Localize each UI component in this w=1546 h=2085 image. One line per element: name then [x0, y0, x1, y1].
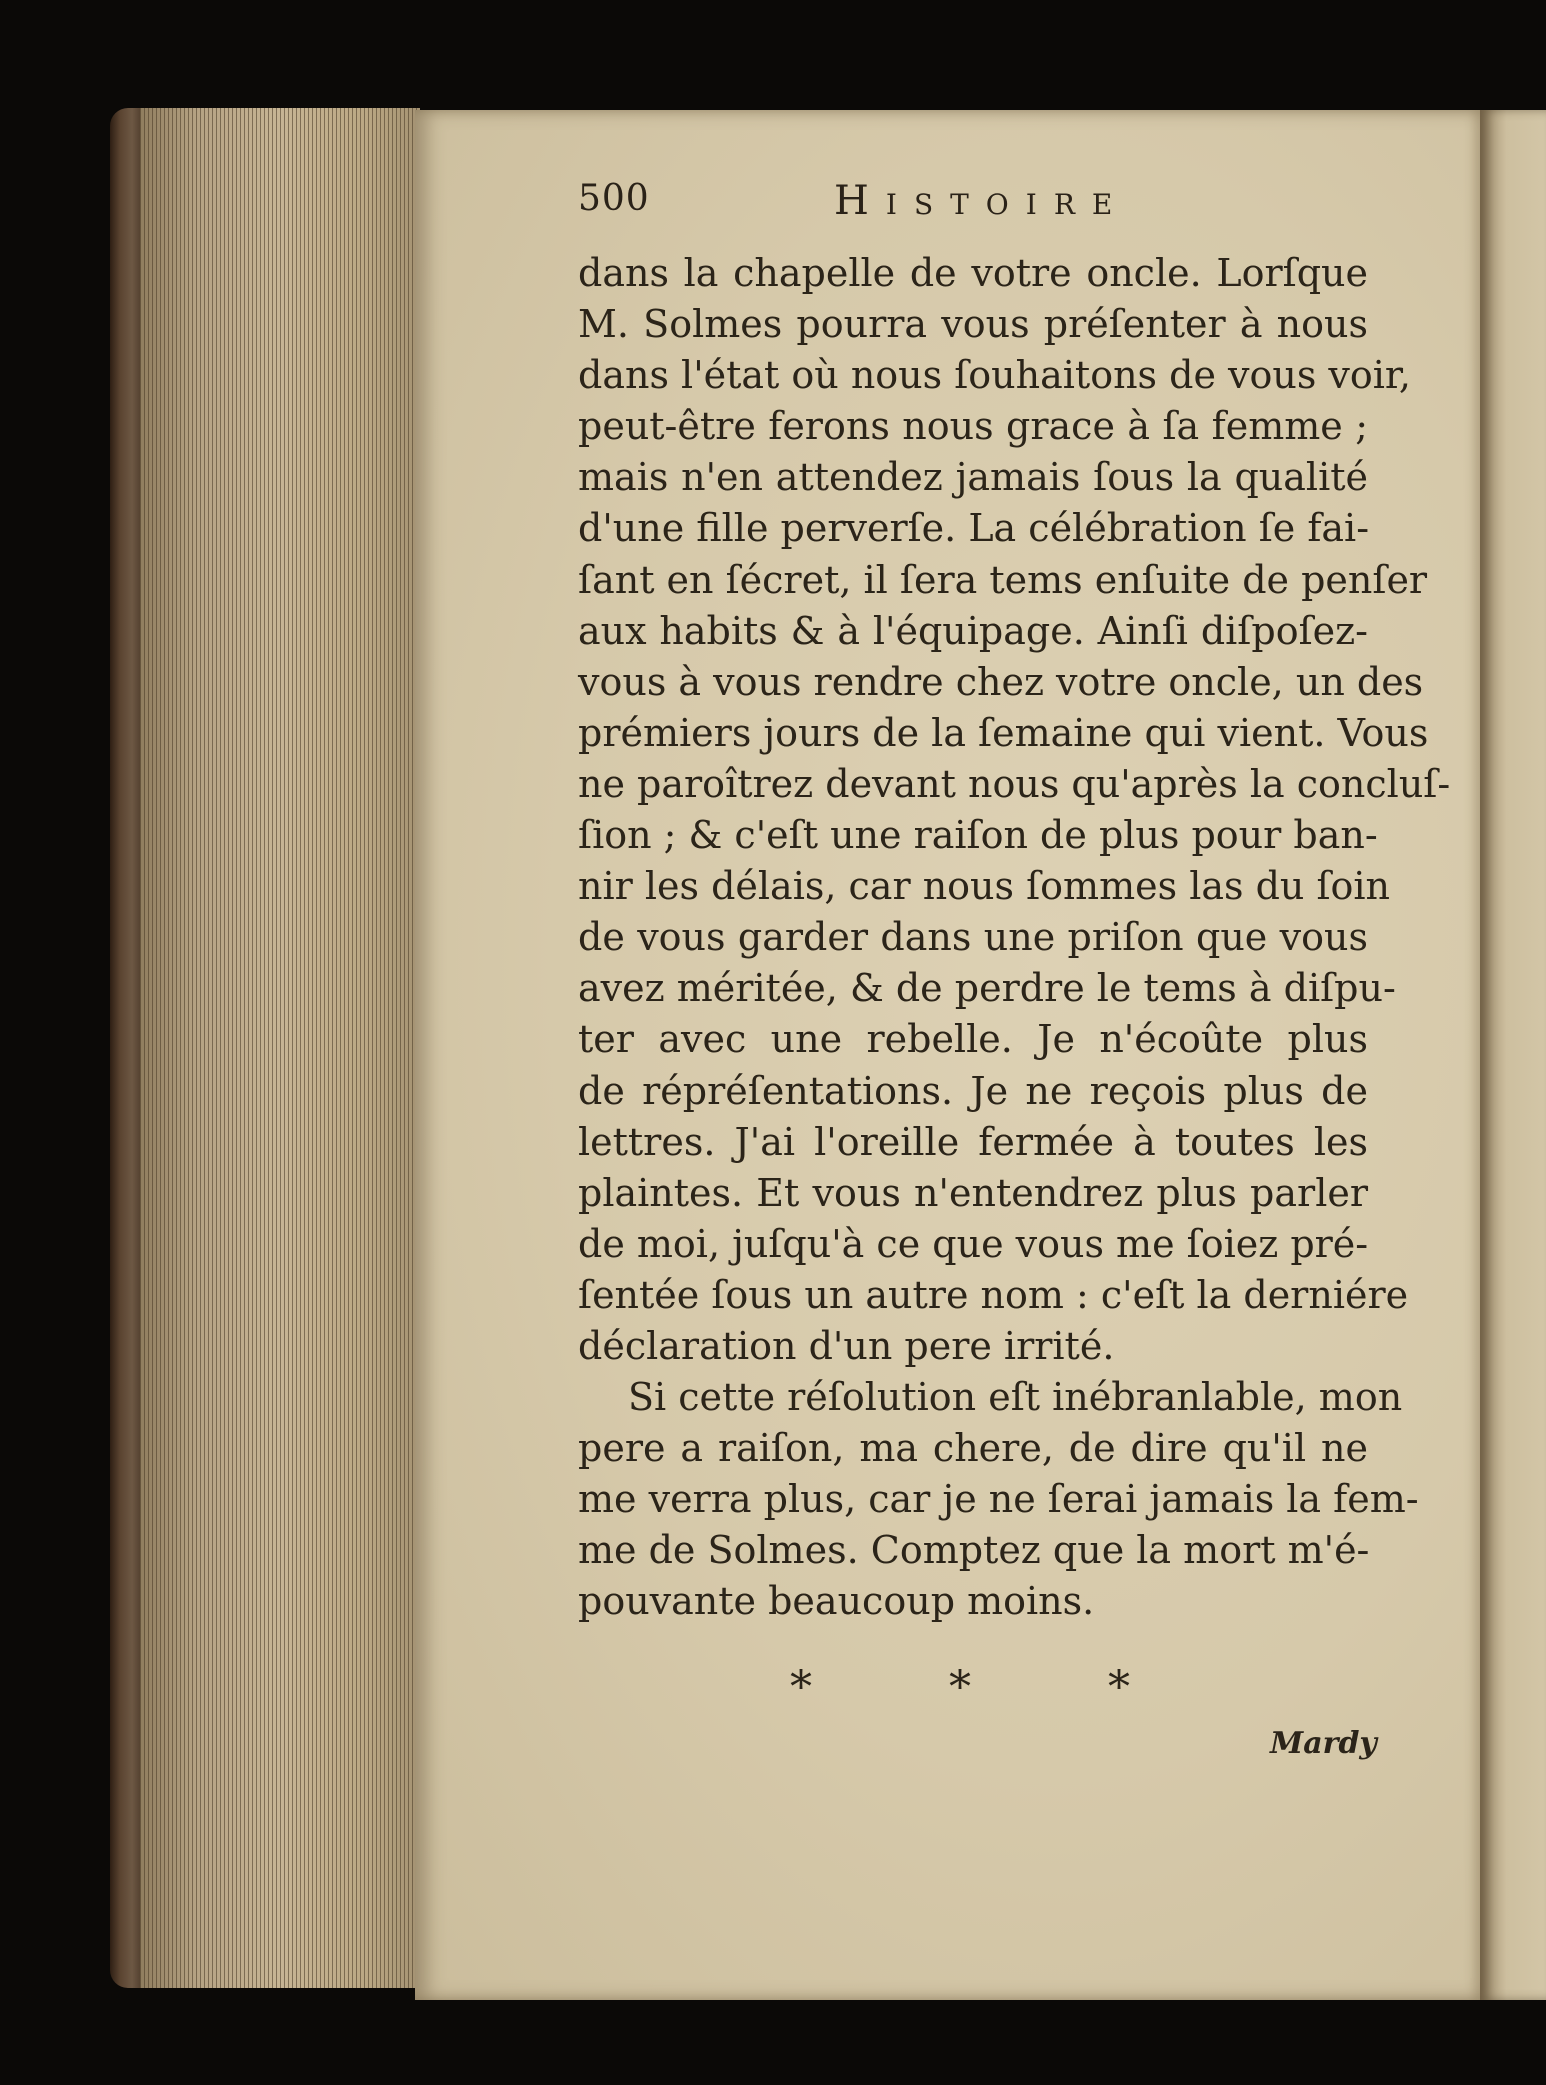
- text-line: dans la chapelle de votre oncle. Lorſque: [578, 251, 1368, 295]
- text-line: pouvante beaucoup moins.: [578, 1579, 1095, 1624]
- text-line: ter avec une rebelle. Je n'écoûte plus: [578, 1017, 1368, 1062]
- text-line: nir les délais, car nous ſommes las du ſoin: [578, 864, 1391, 909]
- asterisk-ornament: *: [790, 1662, 812, 1713]
- text-line: déclaration d'un pere irrité.: [578, 1323, 1115, 1368]
- text-line: aux habits & à l'équipage. Ainſi diſpoſez-: [578, 608, 1368, 653]
- text-line: ſant en ſécret, il ſera tems enſuite de penſer: [578, 557, 1428, 602]
- text-line: de vous garder dans une priſon que vous: [578, 915, 1368, 960]
- asterisk-ornament: *: [1108, 1662, 1130, 1713]
- text-line: dans l'état où nous ſouhaitons de vous voir,: [578, 353, 1411, 398]
- asterisk-ornament: *: [949, 1662, 971, 1713]
- text-line: ſion ; & c'eſt une raiſon de plus pour ban-: [578, 813, 1378, 858]
- text-line: de moi, juſqu'à ce que vous me ſoiez pré-: [578, 1221, 1369, 1266]
- text-line: me verra plus, car je ne ſerai jamais la fem-: [578, 1477, 1419, 1522]
- text-line: avez méritée, & de perdre le tems à diſpu-: [578, 966, 1396, 1011]
- body-text: [578, 248, 1451, 1628]
- catchword: Mardy: [1270, 1726, 1377, 1761]
- text-line: me de Solmes. Comptez que la mort m'é-: [578, 1528, 1370, 1573]
- page-edges: [140, 108, 420, 1988]
- text-line: ſentée ſous un autre nom : c'eſt la derniére: [578, 1272, 1409, 1317]
- text-line: peut-être ferons nous grace à ſa femme ;: [578, 404, 1368, 449]
- page-number: 500: [578, 178, 650, 219]
- text-line: mais n'en attendez jamais ſous la qualité: [578, 455, 1368, 500]
- page-header: [578, 178, 1198, 224]
- text-line: ne paroîtrez devant nous qu'après la concluſ-: [578, 761, 1451, 806]
- text-line: lettres. J'ai l'oreille fermée à toutes les: [578, 1119, 1368, 1164]
- text-line: pere a raiſon, ma chere, de dire qu'il ne: [578, 1426, 1368, 1471]
- text-line: de répréſentations. Je ne reçois plus de: [578, 1068, 1368, 1113]
- running-head: Histoire: [834, 178, 1130, 224]
- text-line: prémiers jours de la ſemaine qui vient. Vous: [578, 710, 1429, 755]
- text-line: vous à vous rendre chez votre oncle, un des: [578, 659, 1424, 704]
- text-line: d'une fille perverſe. La célébration ſe fai-: [578, 506, 1370, 551]
- text-line: M. Solmes pourra vous préſenter à nous: [578, 302, 1368, 347]
- facing-page-edge: [1480, 110, 1546, 2000]
- text-line: Si cette réſolution eſt inébranlable, mon: [628, 1375, 1403, 1420]
- section-break: [790, 1662, 1130, 1713]
- text-line: plaintes. Et vous n'entendrez plus parler: [578, 1170, 1368, 1215]
